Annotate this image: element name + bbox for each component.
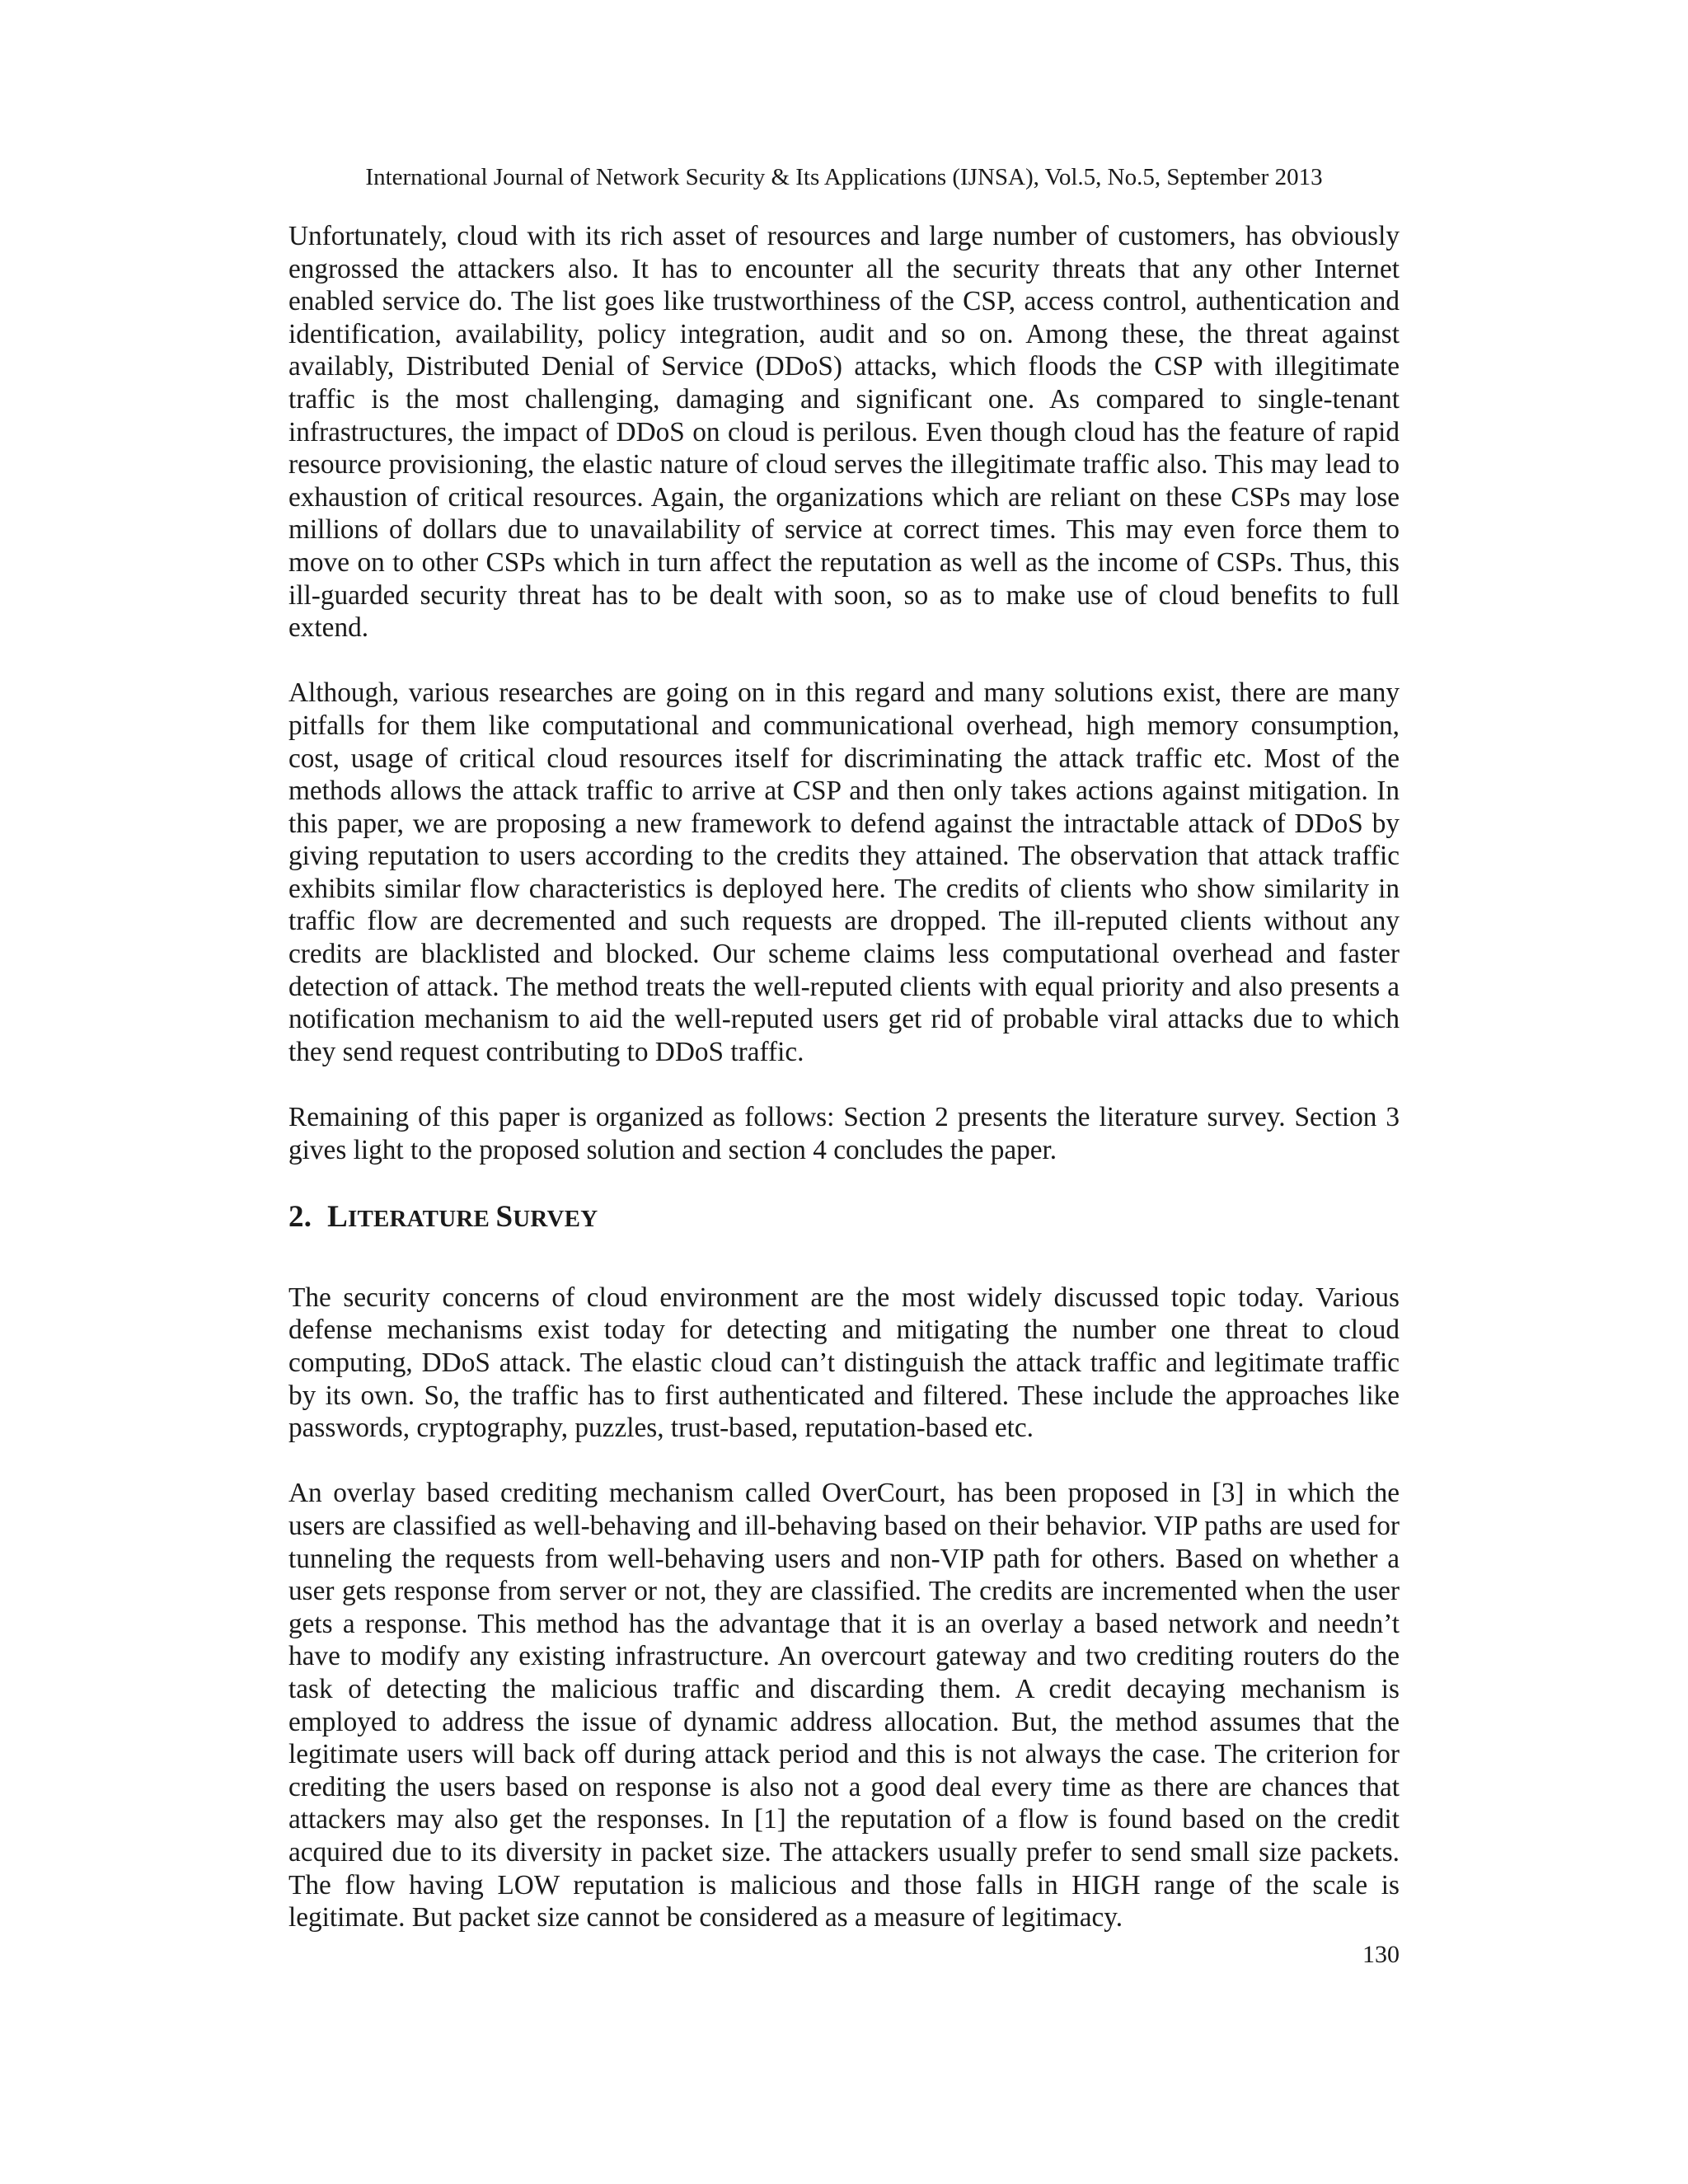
section-number: 2. (288, 1199, 312, 1234)
page-number: 130 (1362, 1941, 1400, 1968)
section-heading-literature-survey (288, 1199, 1400, 1237)
running-header: International Journal of Network Security & Its Applications (IJNSA), Vol.5, No.5, September 2013 (365, 164, 1323, 190)
paragraph-proposed-framework: Although, various researches are going on in this regard and many solutions exist, there are many pitfalls for them like computational and communicational overhead, high memory consumption, cost, usage of critical cloud resources itself for discriminating the attack traffic etc. Most of the methods allows the attack traffic to arrive at CSP and then only takes actions against mitigation. In this paper, we are proposing a new framework to defend against the intractable attack of DDoS by giving reputation to users according to the credits they attained. The observation that attack traffic exhibits similar flow characteristics is deployed here. The credits of clients who show similarity in traffic flow are decremented and such requests are dropped. The ill-reputed clients without any credits are blacklisted and blocked. Our scheme claims less computational overhead and faster detection of attack. The method treats the well-reputed clients with equal priority and also presents a notification mechanism to aid the well-reputed users get rid of probable viral attacks due to which they send request contributing to DDoS traffic. (288, 677, 1400, 1067)
paragraph-paper-organization: Remaining of this paper is organized as follows: Section 2 presents the literature survey. Section 3 gives light to the proposed solution and section 4 concludes the paper. (288, 1102, 1400, 1165)
paragraph-security-concerns: The security concerns of cloud environment are the most widely discussed topic today. Various defense mechanisms exist today for detecting and mitigating the number one threat to cloud computing, DDoS attack. The elastic cloud can’t distinguish the attack traffic and legitimate traffic by its own. So, the traffic has to first authenticated and filtered. These include the approaches like passwords, cryptography, puzzles, trust-based, reputation-based etc. (288, 1282, 1400, 1444)
section-title-rest-l: ITERATURE (347, 1205, 496, 1232)
body-text (288, 220, 1400, 1966)
paragraph-overcourt: An overlay based crediting mechanism called OverCourt, has been proposed in [3] in which the users are classified as well-behaving and ill-behaving based on their behavior. VIP paths are used for tunneling the requests from well-behaving users and non-VIP path for others. Based on whether a user gets response from server or not, they are classified. The credits are incremented when the user gets a response. This method has the advantage that it is an overlay a based network and needn’t have to modify any existing infrastructure. An overcourt gateway and two crediting routers do the task of detecting the malicious traffic and discarding them. A credit decaying mechanism is employed to address the issue of dynamic address allocation. But, the method assumes that the legitimate users will back off during attack period and this is not always the case. The criterion for crediting the users based on response is also not a good deal every time as there are chances that attackers may also get the responses. In [1] the reputation of a flow is found based on the credit acquired due to its diversity in packet size. The attackers usually prefer to send small size packets. The flow having LOW reputation is malicious and those falls in HIGH range of the scale is legitimate. But packet size cannot be considered as a measure of legitimacy. (288, 1478, 1400, 1933)
section-title-rest-s: URVEY (513, 1205, 598, 1232)
paragraph-intro-threats: Unfortunately, cloud with its rich asset of resources and large number of customers, has obviously engrossed the attackers also. It has to encounter all the security threats that any other Internet enabled service do. The list goes like trustworthiness of the CSP, access control, authentication and identification, availability, policy integration, audit and so on. Among these, the threat against availably, Distributed Denial of Service (DDoS) attacks, which floods the CSP with illegitimate traffic is the most challenging, damaging and significant one. As compared to single-tenant infrastructures, the impact of DDoS on cloud is perilous. Even though cloud has the feature of rapid resource provisioning, the elastic nature of cloud serves the illegitimate traffic also. This may lead to exhaustion of critical resources. Again, the organizations which are reliant on these CSPs may lose millions of dollars due to unavailability of service at correct times. This may even force them to move on to other CSPs which in turn affect the reputation as well as the income of CSPs. Thus, this ill-guarded security threat has to be dealt with soon, so as to make use of cloud benefits to full extend. (288, 221, 1400, 644)
section-title-cap-s: S (495, 1199, 513, 1234)
section-title-cap-l: L (327, 1199, 348, 1234)
